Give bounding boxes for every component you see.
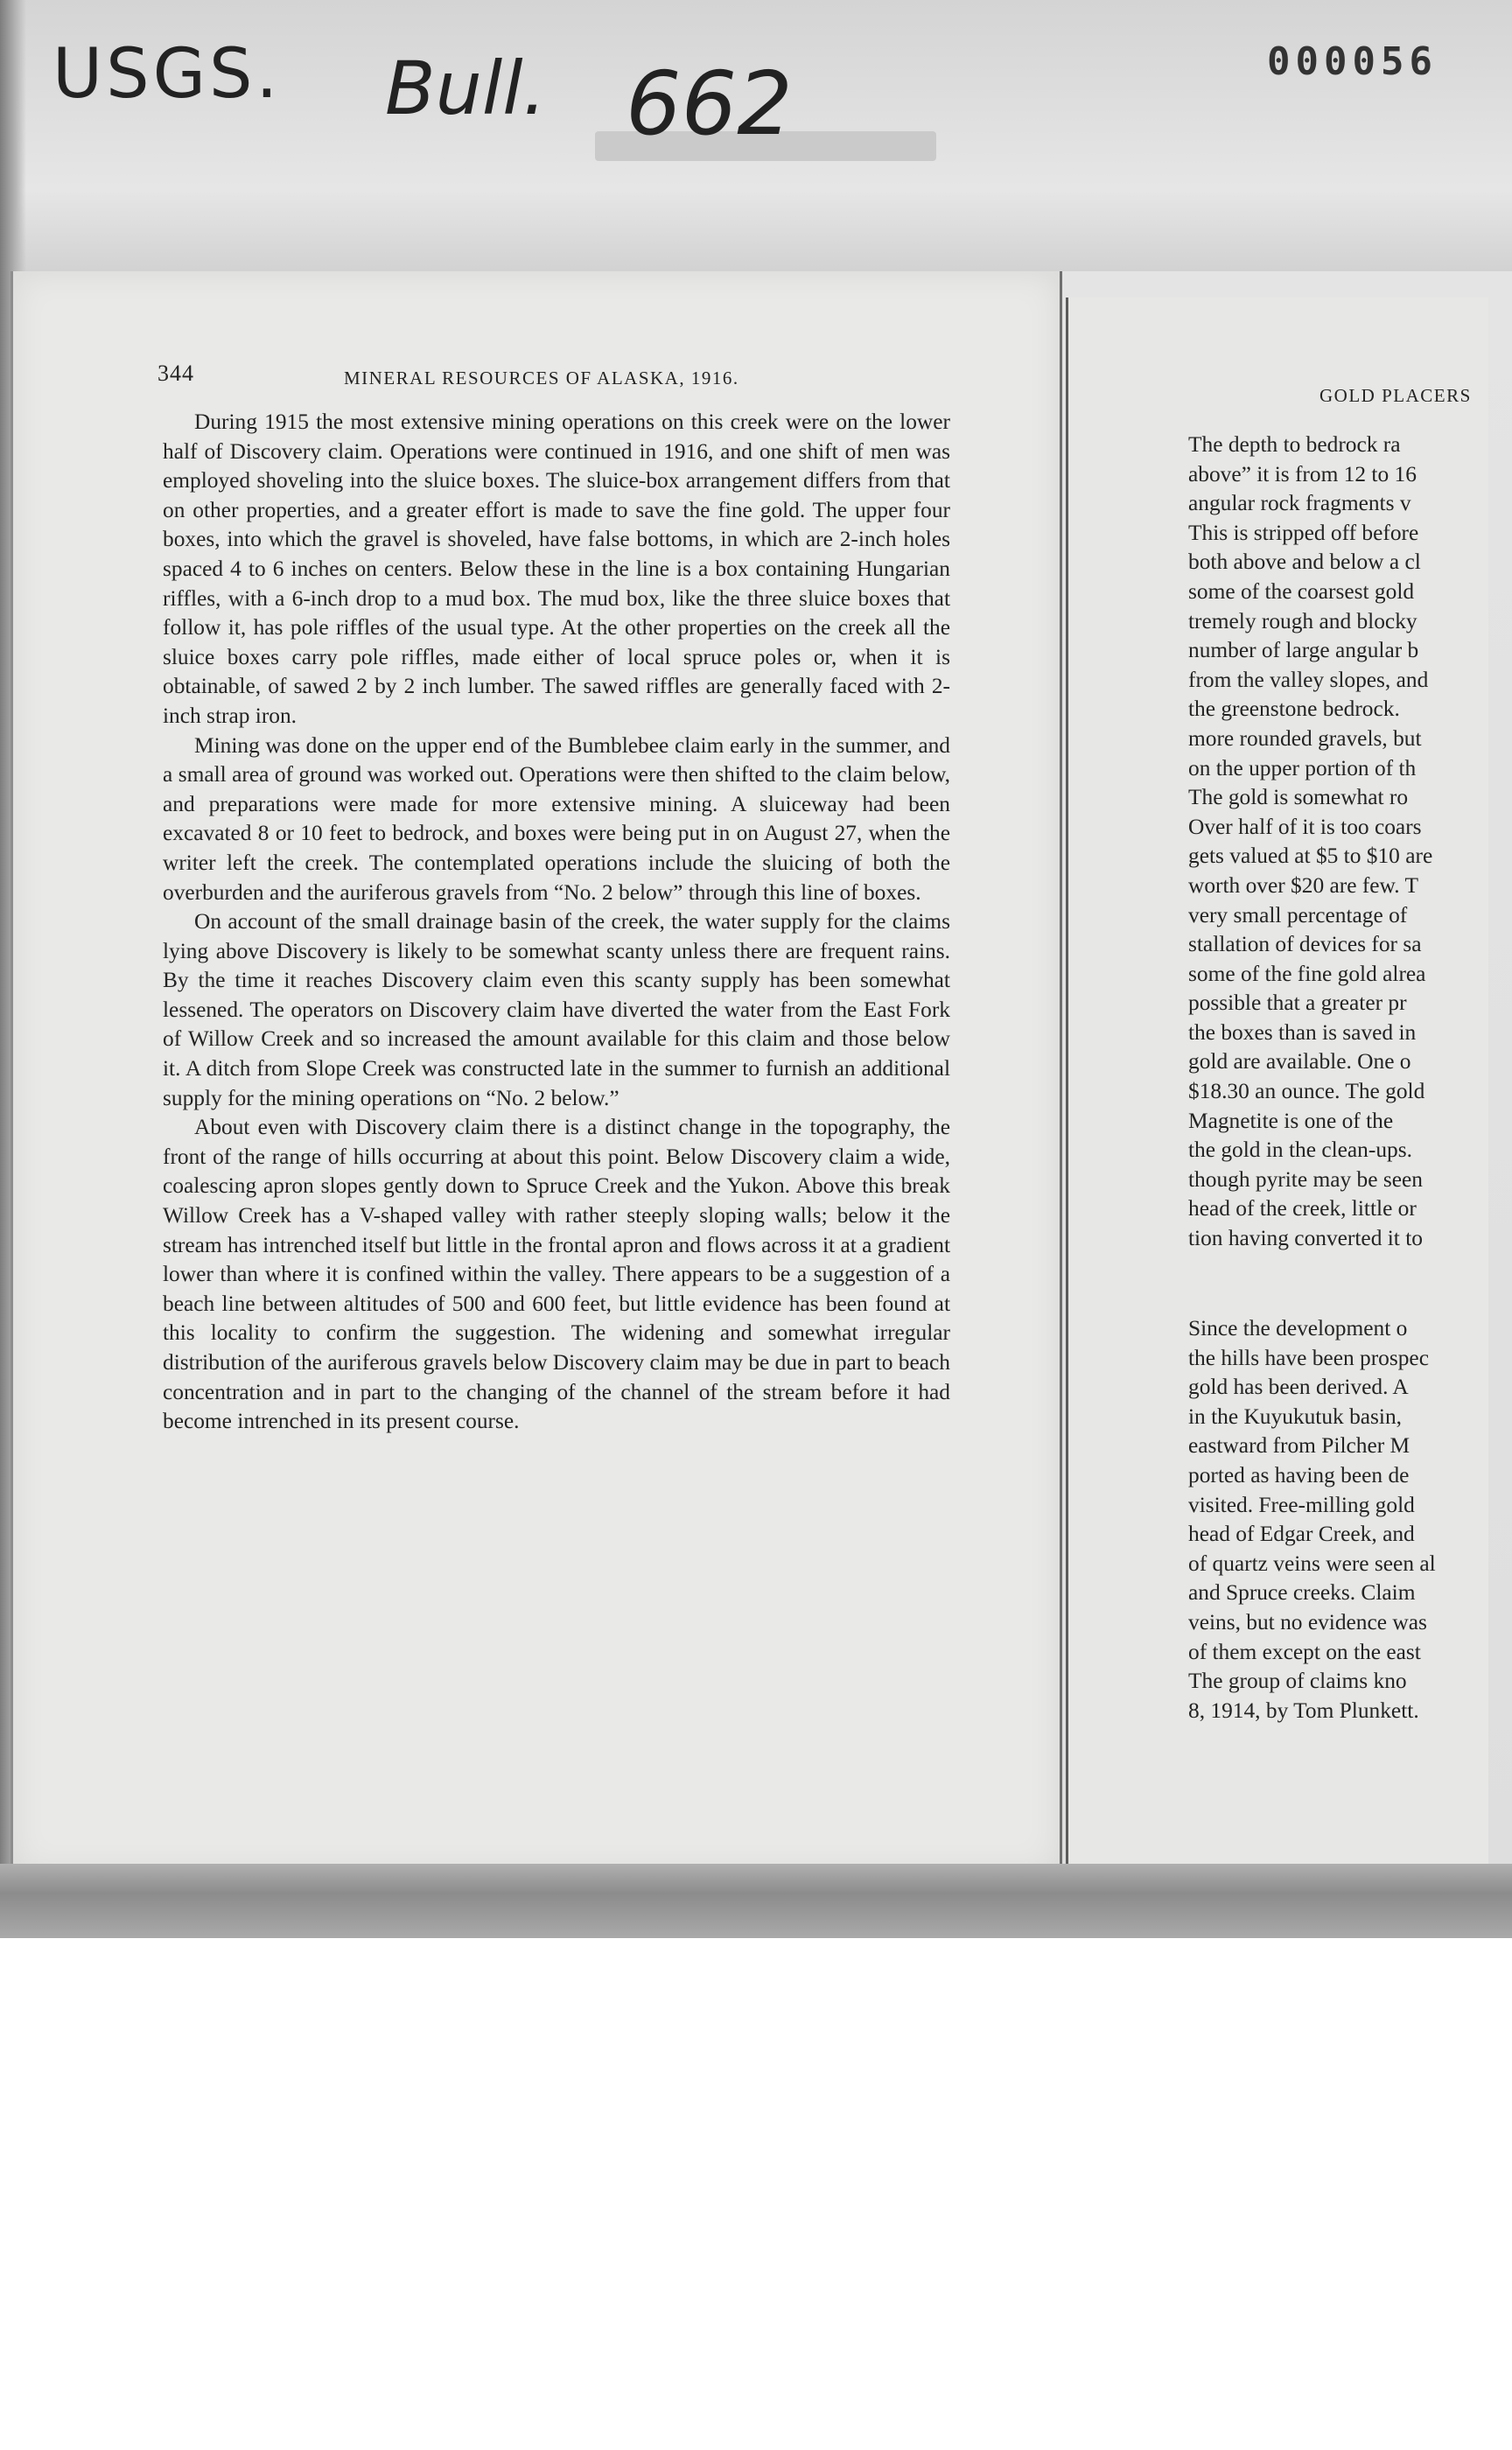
stamp-number: 000056 (1267, 39, 1438, 84)
text-line: This is stripped off before (1188, 520, 1419, 545)
text-line: above” it is from 12 to 16 (1188, 461, 1417, 486)
text-line: some of the fine gold alrea (1188, 961, 1426, 986)
text-line: of quartz veins were seen al (1188, 1550, 1436, 1576)
text-line: gold are available. One o (1188, 1049, 1411, 1074)
text-line: the greenstone bedrock. (1188, 696, 1400, 722)
text-line: head of Edgar Creek, and (1188, 1522, 1415, 1547)
bottom-shadow (0, 1864, 1512, 1938)
text-line: some of the coarsest gold (1188, 578, 1415, 604)
text-line: on the upper portion of th (1188, 755, 1417, 780)
page-number: 344 (158, 360, 194, 386)
text-line: Over half of it is too coars (1188, 814, 1422, 839)
right-page-body-bottom (1188, 1314, 1486, 1726)
paragraph: During 1915 the most extensive mining operations on this creek were on the lower half of Discovery claim. Operations were continued in 1916, and one shift of men was employed shoveling into the sluice boxes. The sluice-box arrangement differs from that on other properties, and a greater effort is made to save the fine gold. The upper four boxes, into which the gravel is shoveled, have false bottoms, in which are 2-inch holes spaced 4 to 6 inches on centers. Below these in the line is a box containing Hungarian riffles, with a 6-inch drop to a mud box. The mud box, like the three sluice boxes that follow it, has pole riffles of the usual type. At the other properties on the creek all the sluice boxes carry pole riffles, made either of local spruce poles or, when it is obtainable, of sawed 2 by 2 inch lumber. The sawed riffles are generally faced with 2-inch strap iron. (163, 410, 950, 728)
text-line: both above and below a cl (1188, 550, 1421, 575)
text-line: worth over $20 are few. T (1188, 872, 1418, 898)
text-line: and Spruce creeks. Claim (1188, 1580, 1416, 1606)
text-line: gold has been derived. A (1188, 1375, 1409, 1400)
text-line: gets valued at $5 to $10 are (1188, 844, 1433, 869)
text-line: The depth to bedrock ra (1188, 432, 1401, 457)
text-line: possible that a greater pr (1188, 990, 1407, 1016)
handwritten-usgs: USGS. (52, 35, 282, 114)
text-line: visited. Free-milling gold (1188, 1492, 1415, 1517)
paragraph: On account of the small drainage basin of the creek, the water supply for the claims lying above Discovery is likely to be somewhat scanty unless there are frequent rains. By the time it reaches Discovery claim even this scanty supply has been somewhat lessened. The operators on Discovery claim have diverted the water from the East Fork of Willow Creek and so increased the amount available for this claim and those below it. A ditch from Slope Creek was constructed late in the summer to furnish an additional supply for the mining operations on “No. 2 below.” (163, 909, 950, 1110)
paragraph: Mining was done on the upper end of the Bumblebee claim early in the summer, and a small area of ground was worked out. Operations were then shifted to the claim below, and preparations were made for more extensive mining. A sluiceway had been excavated 8 or 10 feet to bedrock, and boxes were being put in on August 27, when the writer left the creek. The contemplated operations include the sluicing of both the overburden and the auriferous gravels from “No. 2 below” through this line of boxes. (163, 732, 950, 905)
handwritten-bull: Bull. (385, 46, 547, 131)
text-line: the hills have been prospec (1188, 1345, 1429, 1370)
text-line: more rounded gravels, but (1188, 725, 1422, 751)
text-line: of them except on the east (1188, 1639, 1421, 1664)
text-line: Since the development o (1188, 1316, 1408, 1340)
text-line: stallation of devices for sa (1188, 932, 1422, 957)
text-line: tion having converted it to (1188, 1226, 1423, 1251)
text-line: Magnetite is one of the (1188, 1108, 1394, 1133)
right-running-head: GOLD PLACERS (1320, 385, 1472, 406)
text-line: The group of claims kno (1188, 1669, 1407, 1694)
text-line: number of large angular b (1188, 638, 1419, 663)
text-line: tremely rough and blocky (1188, 608, 1418, 634)
text-line: veins, but no evidence was (1188, 1609, 1427, 1634)
text-line: from the valley slopes, and (1188, 667, 1429, 692)
text-line: eastward from Pilcher M (1188, 1433, 1410, 1459)
text-line: though pyrite may be seen (1188, 1166, 1423, 1192)
text-line: the gold in the clean-ups. (1188, 1138, 1412, 1163)
text-line: angular rock fragments v (1188, 491, 1411, 516)
left-page-body (163, 408, 950, 1437)
text-line: The gold is somewhat ro (1188, 785, 1409, 810)
text-line: very small percentage of (1188, 902, 1408, 928)
right-page-body-top (1188, 430, 1486, 1254)
paragraph: About even with Discovery claim there is a distinct change in the topography, the front of the range of hills occurring at about this point. Below Discovery claim a wide, coalescing apron slopes gently down to Spruce Creek and the Yukon. Above this break Willow Creek has a V-shaped valley with rather steeply sloping walls; below it the stream has intrenched itself but little in the frontal apron and flows across it at a gradient lower than where it is confined within the valley. There appears to be a suggestion of a beach line between altitudes of 500 and 600 feet, but little evidence has been found at this locality to confirm the suggestion. The widening and somewhat irregular distribution of the auriferous gravels below Discovery claim may be due in part to beach concentration and in part to the changing of the channel of the stream before it had become intrenched in its present course. (163, 1115, 950, 1434)
text-line: 8, 1914, by Tom Plunkett. (1188, 1698, 1419, 1723)
text-line: head of the creek, little or (1188, 1196, 1417, 1222)
text-line: the boxes than is saved in (1188, 1019, 1417, 1045)
handwritten-bulletin-number: 662 (626, 52, 793, 155)
text-line: ported as having been de (1188, 1462, 1410, 1488)
text-line: $18.30 an ounce. The gold (1188, 1079, 1425, 1104)
text-line: in the Kuyukutuk basin, (1188, 1404, 1403, 1429)
running-head: MINERAL RESOURCES OF ALASKA, 1916. (344, 368, 739, 388)
